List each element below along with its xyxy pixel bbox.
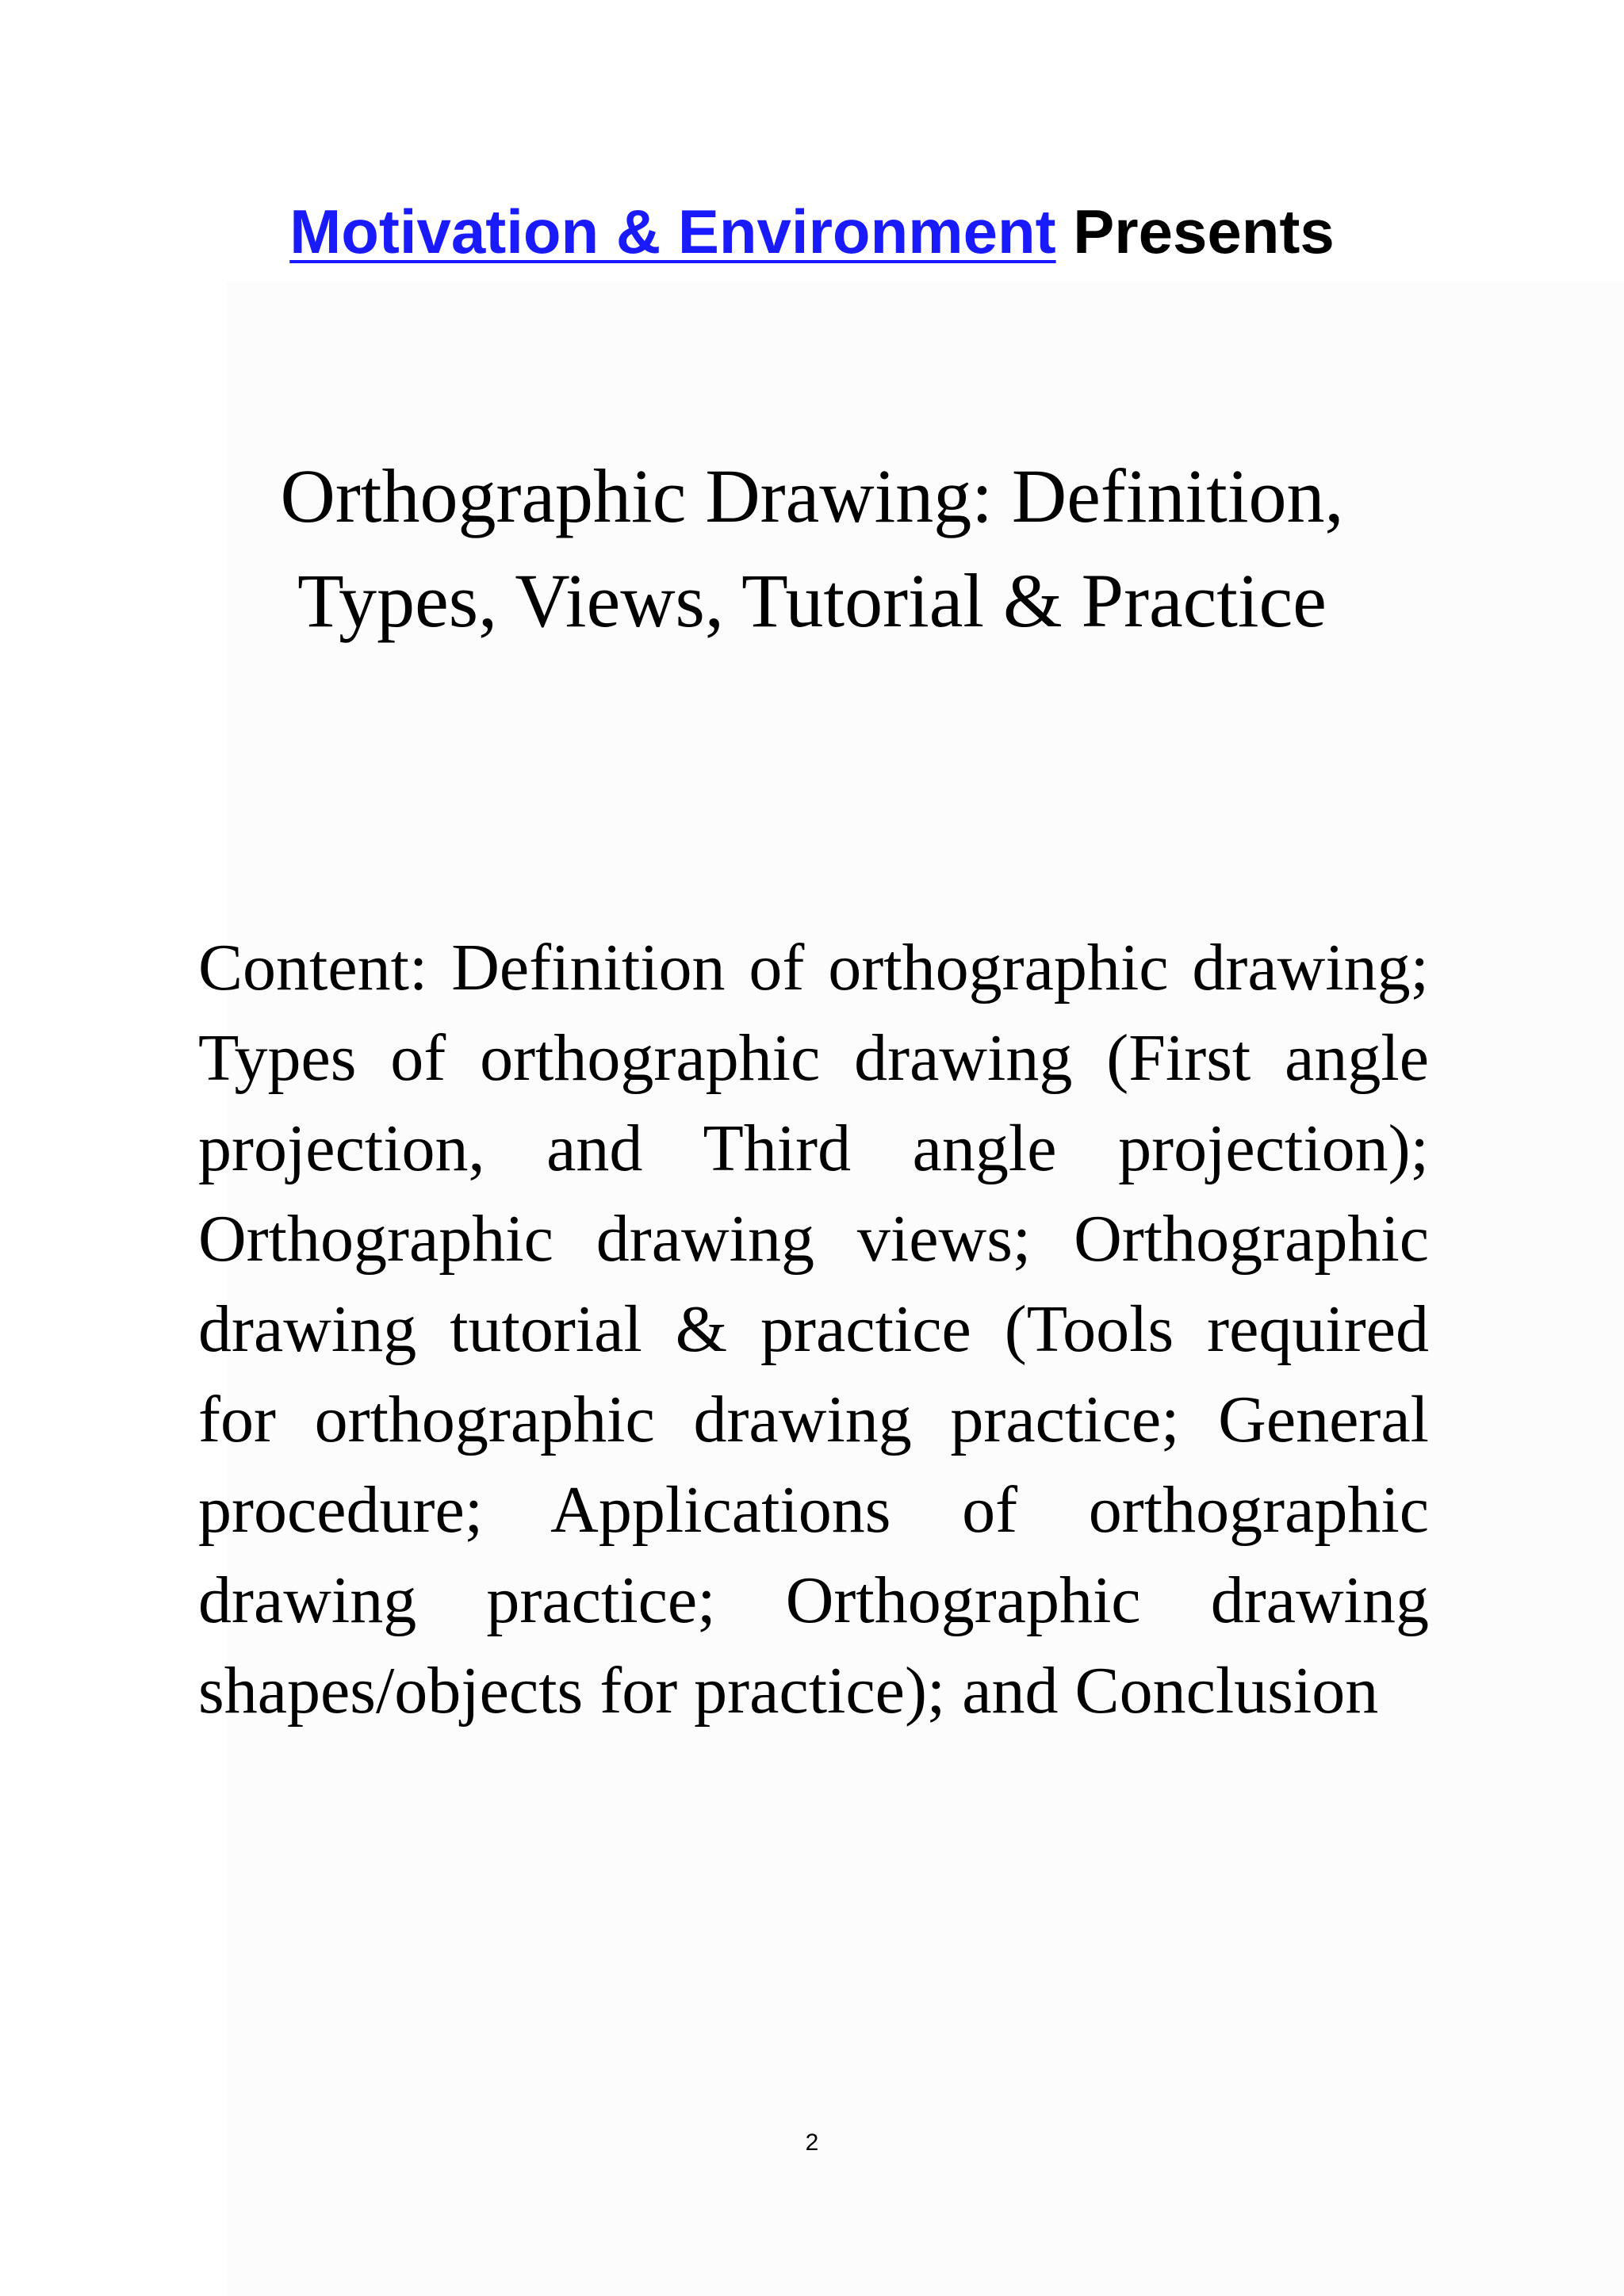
document-title — [159, 444, 1465, 653]
title-line-1: Orthographic Drawing: Definition, — [280, 453, 1344, 538]
presents-header — [0, 195, 1624, 270]
page-number: 2 — [805, 2130, 819, 2156]
title-line-2: Types, Views, Tutorial & Practice — [297, 558, 1327, 643]
content-summary: Content: Definition of orthographic drawing; Types of orthographic drawing (First angle projection, and Third angle projection); Orthographic drawing views; Orthographic drawing tutorial & practice (Tools required for orthographic drawing practice; General procedure; Applications of orthographic drawing practice; Orthographic drawing shapes/objects for practice); and Conclusion — [198, 931, 1429, 1728]
motivation-environment-link[interactable]: Motivation & Environment — [289, 197, 1056, 266]
presents-label: Presents — [1073, 197, 1335, 266]
